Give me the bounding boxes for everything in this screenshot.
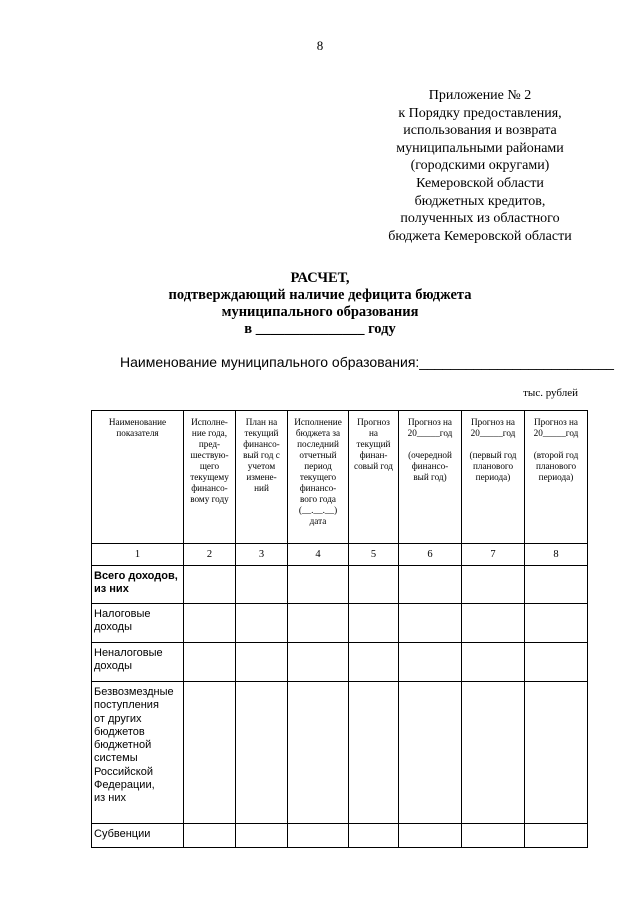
table-cell	[349, 604, 399, 643]
title-line: РАСЧЕТ,	[290, 270, 350, 286]
column-number-row	[92, 544, 588, 566]
row-label: Налоговые доходы	[92, 604, 184, 643]
row-label: Неналоговые доходы	[92, 643, 184, 682]
column-number: 7	[462, 544, 525, 566]
table-cell	[184, 643, 236, 682]
column-header: Исполне- ние года, пред- шествую- щего текущему финансо- вому году	[184, 411, 236, 544]
appendix-line: полученных из областного	[400, 211, 560, 227]
column-header: План на текущий финансо- вый год с учетом измене- ний	[236, 411, 288, 544]
table-cell	[525, 824, 588, 848]
budget-deficit-table	[91, 410, 588, 848]
table-row	[92, 643, 588, 682]
column-header: Прогноз на 20_____год (первый год планового периода)	[462, 411, 525, 544]
table-cell	[462, 682, 525, 824]
column-header: Наименование показателя	[92, 411, 184, 544]
appendix-line: (городскими округами)	[410, 158, 550, 174]
appendix-line: использования и возврата	[403, 123, 557, 139]
table-cell	[184, 566, 236, 604]
table-cell	[399, 643, 462, 682]
appendix-line: Приложение № 2	[428, 88, 532, 103]
table-row	[92, 604, 588, 643]
table-cell	[288, 566, 349, 604]
table-cell	[399, 682, 462, 824]
table-cell	[184, 824, 236, 848]
table-cell	[184, 604, 236, 643]
column-number: 2	[184, 544, 236, 566]
document-title	[0, 270, 640, 338]
appendix-line: бюджета Кемеровской области	[388, 228, 572, 244]
table-cell	[462, 824, 525, 848]
page-number: 8	[316, 38, 324, 53]
appendix-line: муниципальными районами	[396, 140, 564, 156]
table-cell	[349, 824, 399, 848]
table-cell	[236, 824, 288, 848]
appendix-line: Кемеровской области	[416, 175, 544, 191]
units-label: тыс. рублей	[523, 387, 578, 399]
table-cell	[399, 824, 462, 848]
table-cell	[236, 643, 288, 682]
appendix-line: к Порядку предоставления,	[398, 105, 562, 121]
table-row	[92, 566, 588, 604]
table-row	[92, 682, 588, 824]
table-cell	[525, 566, 588, 604]
table-cell	[236, 566, 288, 604]
column-number: 3	[236, 544, 288, 566]
title-line: в _______________ году	[244, 321, 396, 337]
column-number: 8	[525, 544, 588, 566]
table-cell	[525, 643, 588, 682]
column-number: 5	[349, 544, 399, 566]
appendix-header	[360, 87, 600, 245]
column-number: 6	[399, 544, 462, 566]
column-header: Прогноз на 20_____год (очередной финансо- вый год)	[399, 411, 462, 544]
title-line: подтверждающий наличие дефицита бюджета	[168, 287, 472, 303]
table-cell	[288, 643, 349, 682]
table-row	[92, 824, 588, 848]
table-cell	[349, 643, 399, 682]
column-header: Исполнение бюджета за последний отчетный период текущего финансо- вого года (__.__.__) дата	[288, 411, 349, 544]
municipality-name-field: Наименование муниципального образования:_________________________	[120, 354, 614, 370]
table-cell	[462, 604, 525, 643]
table-cell	[288, 682, 349, 824]
table-cell	[399, 566, 462, 604]
table-cell	[462, 566, 525, 604]
table-cell	[184, 682, 236, 824]
table-cell	[462, 643, 525, 682]
column-number: 1	[92, 544, 184, 566]
column-header: Прогноз на 20_____год (второй год планового периода)	[525, 411, 588, 544]
table-cell	[525, 682, 588, 824]
row-label: Всего доходов, из них	[92, 566, 184, 604]
column-header: Прогноз на текущий финан- совый год	[349, 411, 399, 544]
table-cell	[399, 604, 462, 643]
column-number: 4	[288, 544, 349, 566]
title-line: муниципального образования	[221, 304, 419, 320]
table-cell	[349, 682, 399, 824]
table-cell	[349, 566, 399, 604]
row-label: Субвенции	[92, 824, 184, 848]
table-cell	[236, 682, 288, 824]
table-cell	[288, 604, 349, 643]
appendix-line: бюджетных кредитов,	[414, 193, 546, 209]
table-cell	[525, 604, 588, 643]
table-cell	[288, 824, 349, 848]
row-label: Безвозмездные поступления от других бюджетов бюджетной системы Российской Федерации, из них	[92, 682, 184, 824]
table-header-row	[92, 411, 588, 544]
table-cell	[236, 604, 288, 643]
